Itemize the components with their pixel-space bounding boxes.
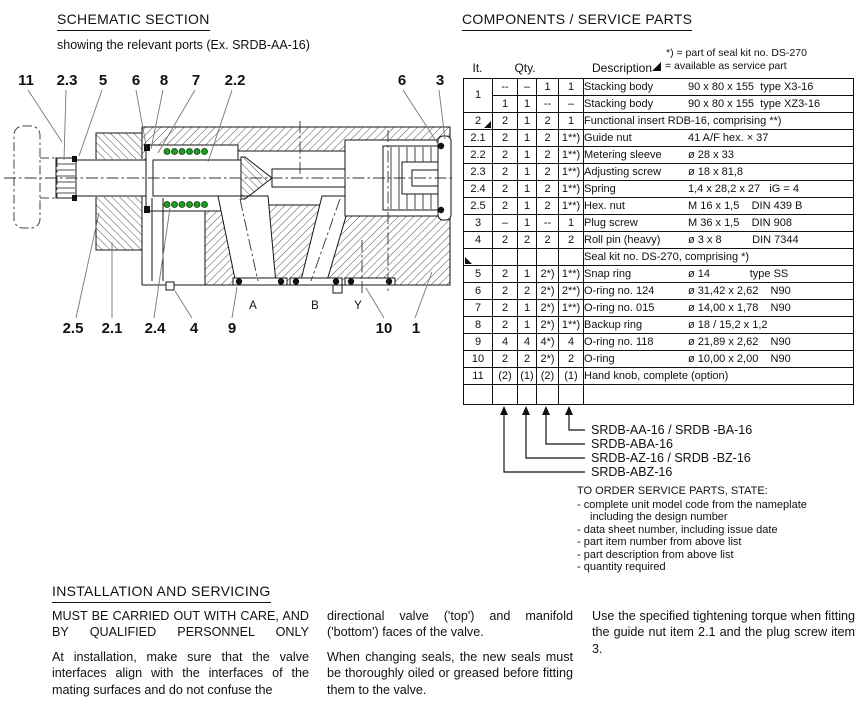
qty-cell: 1**) [559, 300, 584, 317]
column-header-description: Description [592, 61, 653, 75]
description-cell: Adjusting screw ø 18 x 81,8 [584, 164, 854, 181]
qty-cell: 2 [518, 283, 537, 300]
qty-cell: 1**) [559, 130, 584, 147]
qty-cell: – [493, 215, 518, 232]
model-code: SRDB-AZ-16 / SRDB -BZ-16 [591, 451, 751, 465]
arrowheads [500, 406, 573, 415]
qty-cell: 1 [559, 113, 584, 130]
description-cell: Metering sleeve ø 28 x 33 [584, 147, 854, 164]
description-cell: Hand knob, complete (option) [584, 368, 854, 385]
description-cell: Stacking body 90 x 80 x 155 type X3-16 [584, 79, 854, 96]
qty-cell: 2 [518, 232, 537, 249]
description-cell [584, 385, 854, 405]
qty-cell: 1 [559, 215, 584, 232]
parts-table-row [464, 147, 854, 164]
qty-cell: 2 [537, 130, 559, 147]
parts-table-row [464, 181, 854, 198]
description-cell: O-ring no. 118 ø 21,89 x 2,62 N90 [584, 334, 854, 351]
item-label: 2.3 [56, 72, 78, 89]
valve-cross-section-diagram [0, 55, 455, 347]
item-label: 1 [411, 320, 421, 337]
qty-cell [537, 249, 559, 266]
qty-cell: 2 [537, 147, 559, 164]
components-section-title [462, 11, 692, 31]
description-cell: Functional insert RDB-16, comprising **) [584, 113, 854, 130]
port-labels [249, 300, 362, 312]
qty-cell: 2 [537, 181, 559, 198]
description-cell: Plug screw M 36 x 1,5 DIN 908 [584, 215, 854, 232]
installation-column-1 [52, 608, 309, 704]
qty-cell: 1 [518, 96, 537, 113]
model-code: SRDB-ABZ-16 [591, 465, 673, 479]
qty-cell [518, 249, 537, 266]
qty-cell: (1) [518, 368, 537, 385]
qty-cell: 2 [493, 164, 518, 181]
qty-cell: 2 [493, 181, 518, 198]
parts-table-row [464, 317, 854, 334]
qty-cell: 2 [493, 130, 518, 147]
parts-table-row [464, 198, 854, 215]
qty-cell: 1 [493, 96, 518, 113]
qty-cell: 1**) [559, 198, 584, 215]
item-number-cell [464, 249, 493, 266]
parts-table-row [464, 96, 854, 113]
port-label-a: A [249, 300, 257, 312]
qty-cell: 2*) [537, 283, 559, 300]
qty-cell: 2 [493, 147, 518, 164]
description-cell: Hex. nut M 16 x 1,5 DIN 439 B [584, 198, 854, 215]
schematic-subtitle: showing the relevant ports (Ex. SRDB-AA-16) [57, 38, 310, 52]
qty-cell: 1 [518, 181, 537, 198]
description-cell: Backup ring ø 18 / 15,2 x 1,2 [584, 317, 854, 334]
item-label: 6 [397, 72, 407, 89]
column-header-qty: Qty. [514, 61, 536, 75]
item-label: 10 [375, 320, 393, 337]
legend-note-service-part-text: = available as service part [665, 60, 787, 72]
item-label: 2.1 [101, 320, 123, 337]
schematic-section-title-text: SCHEMATIC SECTION [57, 11, 210, 31]
qty-cell [518, 385, 537, 405]
components-section-title-text: COMPONENTS / SERVICE PARTS [462, 11, 692, 31]
qty-cell: 2 [537, 198, 559, 215]
qty-cell: 4 [559, 334, 584, 351]
qty-cell: 1 [518, 198, 537, 215]
roll-pin [333, 285, 342, 293]
port-label-b: B [311, 300, 319, 312]
qty-cell: 2*) [537, 317, 559, 334]
item-number-cell: 6 [464, 283, 493, 300]
order-instruction: - part description from above list [577, 548, 734, 561]
model-code: SRDB-AA-16 / SRDB -BA-16 [591, 423, 753, 437]
description-cell: O-ring no. 015 ø 14,00 x 1,78 N90 [584, 300, 854, 317]
installation-paragraph: At installation, make sure that the valve interfaces align with the interfaces of the mating surfaces and do not confuse the [52, 649, 309, 697]
order-instruction: - complete unit model code from the nameplate including the design number [577, 499, 807, 524]
installation-paragraph: directional valve ('top') and manifold ('bottom') faces of the valve. [327, 609, 573, 640]
qty-cell: 1 [518, 300, 537, 317]
service-part-marker-icon [465, 257, 472, 264]
qty-cell: 1**) [559, 164, 584, 181]
port-label-y: Y [354, 300, 362, 312]
item-number-cell: 2.2 [464, 147, 493, 164]
qty-cell: 1 [537, 79, 559, 96]
parts-table-row [464, 334, 854, 351]
order-instruction: - quantity required [577, 561, 666, 574]
qty-cell: 1 [518, 113, 537, 130]
item-label: 2.5 [62, 320, 84, 337]
qty-cell: 2 [493, 351, 518, 368]
item-number-cell: 4 [464, 232, 493, 249]
qty-cell: 4 [493, 334, 518, 351]
parts-table-row [464, 351, 854, 368]
qty-cell: 2 [493, 266, 518, 283]
qty-cell: 2 [493, 300, 518, 317]
column-header-item: It. [472, 61, 483, 75]
description-cell: Roll pin (heavy) ø 3 x 8 DIN 7344 [584, 232, 854, 249]
item-number-cell: 5 [464, 266, 493, 283]
installation-paragraph: Use the specified tightening torque when fitting the guide nut item 2.1 and the plug screw item 3. [592, 609, 855, 656]
item-number-cell: 2.3 [464, 164, 493, 181]
parts-table-row [464, 130, 854, 147]
installation-section-title [52, 583, 271, 603]
qty-cell: 2 [537, 164, 559, 181]
parts-table-row [464, 79, 854, 96]
parts-table-row [464, 266, 854, 283]
qty-cell: 2 [493, 198, 518, 215]
item-label: 6 [131, 72, 141, 89]
qty-cell: 2 [559, 351, 584, 368]
qty-cell: – [559, 96, 584, 113]
description-cell: Stacking body 90 x 80 x 155 type XZ3-16 [584, 96, 854, 113]
service-part-marker-icon [484, 121, 491, 128]
qty-cell: – [518, 79, 537, 96]
qty-cell [537, 385, 559, 405]
parts-table-row [464, 385, 854, 405]
qty-cell: (2) [493, 368, 518, 385]
qty-cell: 1 [559, 79, 584, 96]
item-label: 11 [18, 72, 34, 89]
qty-cell: (2) [537, 368, 559, 385]
qty-cell: 1 [518, 317, 537, 334]
item-number-cell: 2.5 [464, 198, 493, 215]
service-part-marker-icon [652, 62, 661, 71]
qty-cell: -- [537, 96, 559, 113]
item-number-cell: 7 [464, 300, 493, 317]
item-label: 8 [159, 72, 169, 89]
qty-cell: -- [537, 215, 559, 232]
item-label: 9 [227, 320, 237, 337]
qty-cell [559, 249, 584, 266]
hand-knob-phantom [14, 126, 57, 228]
item-number-cell: 9 [464, 334, 493, 351]
qty-cell: 2*) [537, 300, 559, 317]
qty-cell: 1**) [559, 181, 584, 198]
item-number-cell: 11 [464, 368, 493, 385]
legend-note-seal-kit: *) = part of seal kit no. DS-270 [666, 47, 807, 59]
qty-cell: -- [493, 79, 518, 96]
parts-table-row [464, 300, 854, 317]
qty-cell: 2 [559, 232, 584, 249]
item-number-cell: 2 [464, 113, 493, 130]
schematic-section-title [57, 11, 210, 31]
qty-cell: 1**) [559, 266, 584, 283]
description-cell: Seal kit no. DS-270, comprising *) [584, 249, 854, 266]
parts-table-row [464, 368, 854, 385]
parts-table-row [464, 283, 854, 300]
installation-column-3 [592, 608, 855, 665]
qty-cell: 2*) [537, 266, 559, 283]
item-number-cell: 8 [464, 317, 493, 334]
qty-cell [493, 385, 518, 405]
description-cell: O-ring ø 10,00 x 2,00 N90 [584, 351, 854, 368]
parts-table-row [464, 113, 854, 130]
item-label: 2.4 [144, 320, 166, 337]
item-number-cell [464, 385, 493, 405]
installation-paragraph: When changing seals, the new seals must be thoroughly oiled or greased before fitting them to the valve. [327, 649, 573, 697]
model-code: SRDB-ABA-16 [591, 437, 673, 451]
order-instruction: - part item number from above list [577, 536, 742, 549]
item-label: 3 [435, 72, 445, 89]
parts-table-row [464, 232, 854, 249]
item-label: 5 [98, 72, 108, 89]
roll-pin [166, 282, 174, 290]
qty-cell: 1 [518, 164, 537, 181]
qty-cell [493, 249, 518, 266]
qty-cell: (1) [559, 368, 584, 385]
item-number-cell: 3 [464, 215, 493, 232]
order-instructions-list [577, 499, 847, 573]
qty-cell: 2 [493, 232, 518, 249]
qty-cell: 2 [537, 232, 559, 249]
item-label: 2.2 [224, 72, 246, 89]
parts-table-row [464, 164, 854, 181]
qty-cell: 2*) [537, 351, 559, 368]
qty-cell: 1 [518, 130, 537, 147]
qty-cell [559, 385, 584, 405]
order-instructions-title: TO ORDER SERVICE PARTS, STATE: [577, 485, 768, 497]
description-cell: Spring 1,4 x 28,2 x 27 iG = 4 [584, 181, 854, 198]
item-number-cell: 10 [464, 351, 493, 368]
qty-cell: 1 [518, 266, 537, 283]
parts-table [463, 78, 854, 405]
installation-column-2 [327, 608, 573, 704]
description-cell: O-ring no. 124 ø 31,42 x 2,62 N90 [584, 283, 854, 300]
qty-cell: 1 [518, 147, 537, 164]
order-instruction: - data sheet number, including issue date [577, 523, 778, 536]
item-number-cell: 1 [464, 79, 493, 113]
item-number-cell: 2.1 [464, 130, 493, 147]
installation-paragraph: MUST BE CARRIED OUT WITH CARE, AND BY QUALIFIED PERSONNEL ONLY [52, 609, 309, 640]
qty-cell: 2 [493, 317, 518, 334]
qty-cell: 4 [518, 334, 537, 351]
qty-cell: 1**) [559, 147, 584, 164]
parts-table-row [464, 215, 854, 232]
qty-cell: 1**) [559, 317, 584, 334]
qty-cell: 2**) [559, 283, 584, 300]
description-cell: Snap ring ø 14 type SS [584, 266, 854, 283]
installation-section-title-text: INSTALLATION AND SERVICING [52, 583, 271, 603]
item-number-cell: 2.4 [464, 181, 493, 198]
qty-cell: 1 [518, 215, 537, 232]
qty-cell: 4*) [537, 334, 559, 351]
item-label: 4 [189, 320, 199, 337]
item-label: 7 [191, 72, 201, 89]
qty-cell: 2 [493, 113, 518, 130]
qty-cell: 2 [493, 283, 518, 300]
qty-cell: 2 [537, 113, 559, 130]
parts-table-row [464, 249, 854, 266]
legend-note-service-part [652, 60, 787, 72]
qty-cell: 2 [518, 351, 537, 368]
description-cell: Guide nut 41 A/F hex. × 37 [584, 130, 854, 147]
